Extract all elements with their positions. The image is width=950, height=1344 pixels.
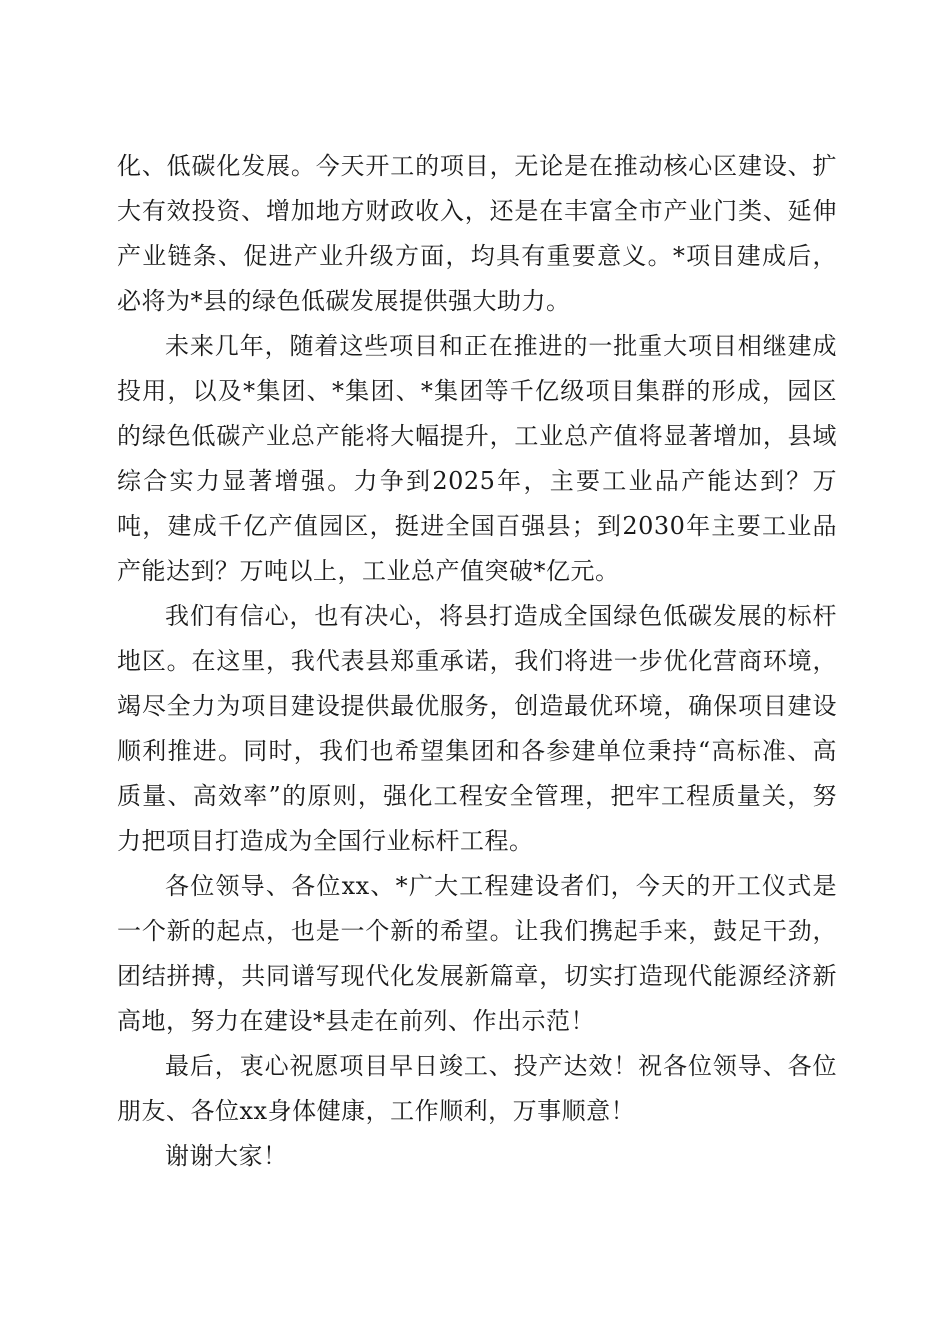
paragraph-thanks: 谢谢大家！ bbox=[165, 1142, 288, 1170]
paragraph-future-plans: 未来几年，随着这些项目和正在推进的一批重大项目相继建成投用，以及*集团、*集团、*集团等千亿级项目集群的形成，园区的绿色低碳产业总产能将大幅提升，工业总产值将显著增加，县域综合实力显著增强。力争到2025年，主要工业品产能达到？万吨，建成千亿产值园区，挺进全国百强县；到2030年主要工业品产能达到？万吨以上，工业总产值突破*亿元。 bbox=[117, 332, 837, 585]
document-body bbox=[117, 144, 837, 1179]
paragraph-wishes: 最后，衷心祝愿项目早日竣工、投产达效！祝各位领导、各位朋友、各位xx身体健康，工作顺利，万事顺意！ bbox=[117, 1052, 837, 1125]
paragraph-continuation: 化、低碳化发展。今天开工的项目，无论是在推动核心区建设、扩大有效投资、增加地方财政收入，还是在丰富全市产业门类、延伸产业链条、促进产业升级方面，均具有重要意义。*项目建成后，必将为*县的绿色低碳发展提供强大助力。 bbox=[117, 152, 837, 315]
paragraph-call-to-action: 各位领导、各位xx、*广大工程建设者们，今天的开工仪式是一个新的起点，也是一个新的希望。让我们携起手来，鼓足干劲，团结拼搏，共同谱写现代化发展新篇章，切实打造现代能源经济新高地，努力在建设*县走在前列、作出示范！ bbox=[117, 872, 837, 1035]
paragraph-commitment: 我们有信心，也有决心，将县打造成全国绿色低碳发展的标杆地区。在这里，我代表县郑重承诺，我们将进一步优化营商环境，竭尽全力为项目建设提供最优服务，创造最优环境，确保项目建设顺利推进。同时，我们也希望集团和各参建单位秉持“高标准、高质量、高效率”的原则，强化工程安全管理，把牢工程质量关，努力把项目打造成为全国行业标杆工程。 bbox=[117, 602, 837, 855]
